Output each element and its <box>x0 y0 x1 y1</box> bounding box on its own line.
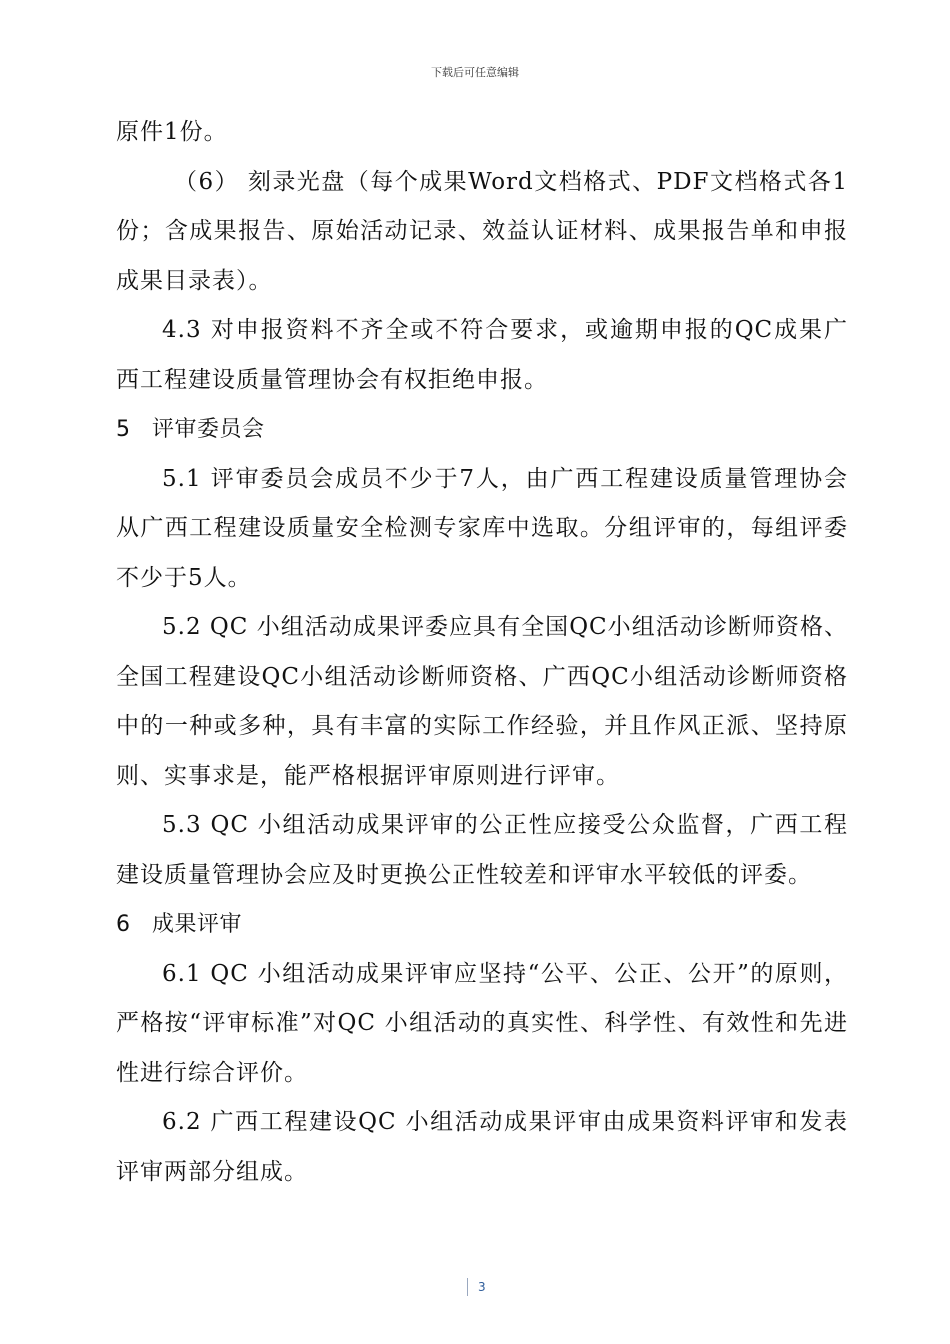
paragraph: 6.1 QC 小组活动成果评审应坚持“公平、公正、公开”的原则，严格按“评审标准”对QC 小组活动的真实性、科学性、有效性和先进性进行综合评价。 <box>116 960 848 1086</box>
paragraph: 5.3 QC 小组活动成果评审的公正性应接受公众监督，广西工程建设质量管理协会应及时更换公正性较差和评审水平较低的评委。 <box>116 812 848 888</box>
section-number: 5 <box>116 417 131 442</box>
section-heading-6 <box>116 900 848 950</box>
section-heading-5 <box>116 405 848 455</box>
paragraph: 6.2 广西工程建设QC 小组活动成果评审由成果资料评审和发表评审两部分组成。 <box>116 1109 848 1185</box>
paragraph: 5.1 评审委员会成员不少于7人，由广西工程建设质量管理协会从广西工程建设质量安全检测专家库中选取。分组评审的，每组评委不少于5人。 <box>116 465 848 591</box>
section-number: 6 <box>116 912 131 937</box>
paragraph: 原件1份。 <box>116 119 228 145</box>
paragraph: 5.2 QC 小组活动成果评委应具有全国QC小组活动诊断师资格、全国工程建设QC小组活动诊断师资格、广西QC小组活动诊断师资格中的一种或多种，具有丰富的实际工作经验，并且作风正派、坚持原则、实事求是，能严格根据评审原则进行评审。 <box>116 614 848 789</box>
page-header-note: 下载后可任意编辑 <box>431 66 519 79</box>
paragraph: （6） 刻录光盘（每个成果Word文档格式、PDF文档格式各1份；含成果报告、原始活动记录、效益认证材料、成果报告单和申报成果目录表）。 <box>116 168 848 294</box>
document-body <box>116 108 848 1197</box>
section-title: 成果评审 <box>152 912 243 937</box>
page-number: 3 <box>467 1278 486 1296</box>
paragraph: 4.3 对申报资料不齐全或不符合要求，或逾期申报的QC成果广西工程建设质量管理协会有权拒绝申报。 <box>116 317 848 393</box>
section-title: 评审委员会 <box>152 417 265 442</box>
